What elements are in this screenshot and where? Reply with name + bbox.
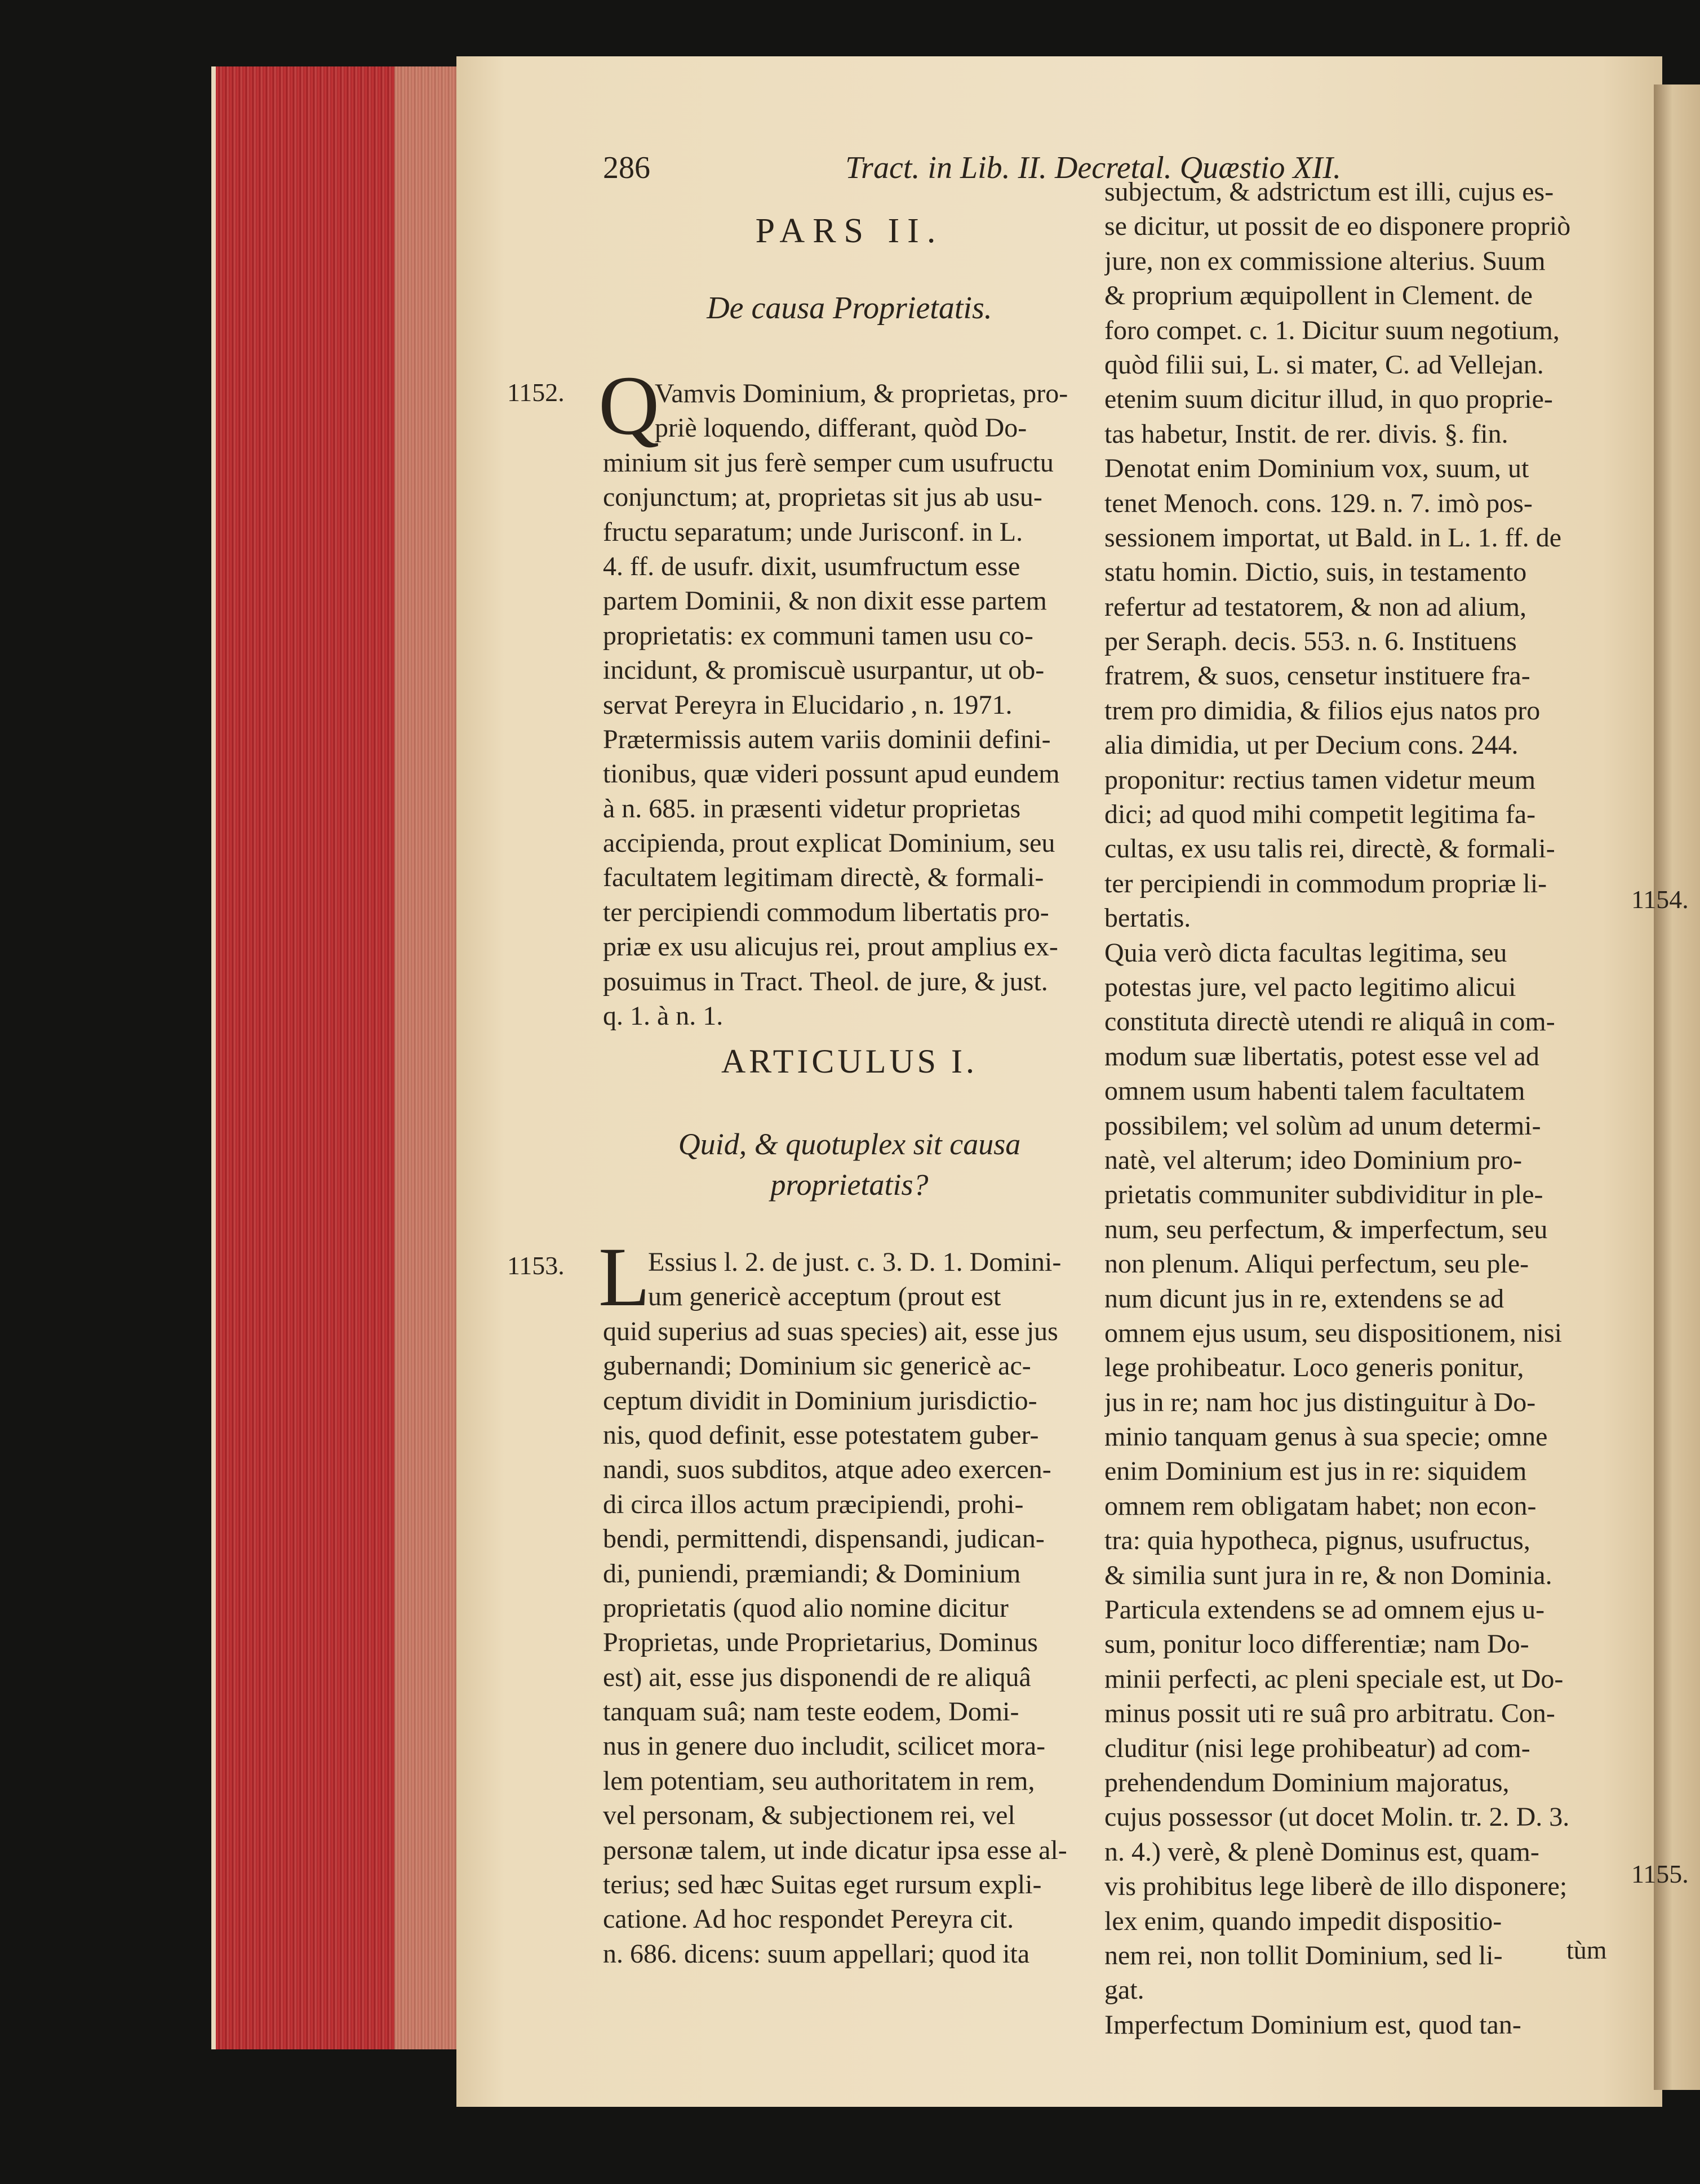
text-line: cultas, ex usu talis rei, directè, & formali- xyxy=(1104,834,1555,864)
catchword: tùm xyxy=(1566,1936,1607,1964)
text-line: & proprium æquipollent in Clement. de xyxy=(1104,281,1533,311)
text-line: minii perfecti, ac pleni speciale est, ut Do- xyxy=(1104,1663,1564,1694)
text-line: etenim suum dicitur illud, in quo proprie- xyxy=(1104,384,1553,415)
text-line: & similia sunt jura in re, & non Dominia. xyxy=(1104,1560,1552,1590)
facing-page-edge xyxy=(1654,84,1700,2090)
text-line: gat. xyxy=(1104,1975,1144,2005)
text-line: personæ talem, ut inde dicatur ipsa esse al- xyxy=(603,1835,1067,1865)
text-line: priæ ex usu alicujus rei, prout amplius ex- xyxy=(603,932,1058,962)
text-line: sessionem importat, ut Bald. in L. 1. ff. de xyxy=(1104,522,1562,553)
text-line: Imperfectum Dominium est, quod tan- xyxy=(1104,2009,1521,2040)
page-number: 286 xyxy=(603,150,650,185)
text-line: Vamvis Dominium, & proprietas, pro- xyxy=(655,379,1068,408)
text-line: num dicunt jus in re, extendens se ad xyxy=(1104,1283,1504,1314)
text-line: 4. ff. de usufr. dixit, usumfructum esse xyxy=(603,551,1020,581)
text-line: gubernandi; Dominium sic genericè ac- xyxy=(603,1351,1031,1381)
text-line: Particula extendens se ad omnem ejus u- xyxy=(1104,1595,1545,1625)
article-question: Quid, & quotuplex sit causa proprietatis? xyxy=(678,1127,1021,1202)
right-column-text xyxy=(1104,175,1612,2042)
text-line: non plenum. Aliqui perfectum, seu ple- xyxy=(1104,1249,1529,1279)
text-line: conjunctum; at, proprietas sit jus ab usu- xyxy=(603,482,1042,513)
text-line: jus in re; nam hoc jus distinguitur à Do- xyxy=(1104,1387,1536,1417)
text-line: facultatem legitimam directè, & formali- xyxy=(603,862,1044,893)
text-line: potestas jure, vel pacto legitimo alicui xyxy=(1104,972,1516,1002)
text-line: di, puniendi, præmiandi; & Dominium xyxy=(603,1558,1021,1589)
text-line: prietatis communiter subdividitur in ple- xyxy=(1104,1180,1543,1210)
left-column-paragraph-1 xyxy=(603,376,1096,1033)
running-title: Tract. in Lib. II. Decretal. Quæstio XII. xyxy=(845,150,1341,185)
text-line: tanquam suâ; nam teste eodem, Domi- xyxy=(603,1697,1019,1727)
text-line: Essius l. 2. de just. c. 3. D. 1. Domini- xyxy=(648,1247,1062,1277)
article-heading: ARTICULUS I. xyxy=(721,1043,978,1080)
text-line: omnem ejus usum, seu dispositionem, nisi xyxy=(1104,1318,1562,1348)
text-line: lem potentiam, seu authoritatem in rem, xyxy=(603,1765,1035,1796)
text-line: à n. 685. in præsenti videtur proprietas xyxy=(603,793,1021,824)
text-line: prehendendum Dominium majoratus, xyxy=(1104,1767,1510,1798)
text-line: nus in genere duo includit, scilicet mora- xyxy=(603,1731,1046,1762)
text-line: foro compet. c. 1. Dicitur suum negotium, xyxy=(1104,315,1560,345)
text-line: trem pro dimidia, & filios ejus natos pro xyxy=(1104,695,1541,726)
text-line: minium sit jus ferè semper cum usufructu xyxy=(603,447,1054,478)
text-line: minus possit uti re suâ pro arbitratu. Con- xyxy=(1104,1698,1555,1729)
text-line: proponitur: rectius tamen videtur meum xyxy=(1104,764,1536,795)
text-line: tra: quia hypotheca, pignus, usufructus, xyxy=(1104,1525,1530,1556)
text-line: ter percipiendi in commodum propriæ li- xyxy=(1104,868,1547,898)
text-line: ceptum dividit in Dominium jurisdictio- xyxy=(603,1385,1037,1416)
margin-number: 1153. xyxy=(507,1251,565,1280)
drop-cap-q: Q xyxy=(598,359,660,452)
text-line: n. 4.) verè, & plenè Dominus est, quam- xyxy=(1104,1836,1539,1867)
text-line: omnem rem obligatam habet; non econ- xyxy=(1104,1491,1537,1521)
margin-number: 1152. xyxy=(507,378,565,407)
text-line: bendi, permittendi, dispensandi, judican- xyxy=(603,1524,1045,1554)
text-line: nandi, suos subditos, atque adeo exercen- xyxy=(603,1454,1051,1485)
text-line: sum, ponitur loco differentiæ; nam Do- xyxy=(1104,1629,1529,1660)
text-line: nis, quod definit, esse potestatem guber- xyxy=(603,1420,1039,1450)
text-line: modum suæ libertatis, potest esse vel ad xyxy=(1104,1041,1539,1071)
text-line: nem rei, non tollit Dominium, sed li- xyxy=(1104,1940,1503,1971)
text-line: quòd filii sui, L. si mater, C. ad Vellejan. xyxy=(1104,349,1544,380)
text-line: lex enim, quando impedit dispositio- xyxy=(1104,1906,1502,1936)
text-line: constituta directè utendi re aliquâ in com- xyxy=(1104,1007,1555,1037)
text-line: priè loquendo, differant, quòd Do- xyxy=(655,413,1027,443)
text-line: fratrem, & suos, censetur instituere fra- xyxy=(1104,661,1530,691)
text-line: Denotat enim Dominium vox, suum, ut xyxy=(1104,453,1529,484)
text-line: natè, vel alterum; ideo Dominium pro- xyxy=(1104,1145,1523,1175)
text-line: alia dimidia, ut per Decium cons. 244. xyxy=(1104,730,1519,760)
text-line: n. 686. dicens: suum appellari; quod ita xyxy=(603,1938,1030,1969)
margin-number: 1155. xyxy=(1631,1860,1689,1888)
page-gutter-shadow xyxy=(394,66,456,2049)
text-line: est) ait, esse jus disponendi de re aliquâ xyxy=(603,1662,1031,1692)
text-line: per Seraph. decis. 553. n. 6. Instituens xyxy=(1104,626,1517,657)
text-line: enim Dominium est jus in re: siquidem xyxy=(1104,1456,1527,1487)
text-line: terius; sed hæc Suitas eget rursum expli- xyxy=(603,1870,1042,1900)
text-line: subjectum, & adstrictum est illi, cujus es- xyxy=(1104,177,1554,207)
text-line: num, seu perfectum, & imperfectum, seu xyxy=(1104,1214,1548,1244)
text-line: um genericè acceptum (prout est xyxy=(648,1282,1001,1312)
text-line: tionibus, quæ videri possunt apud eundem xyxy=(603,759,1060,789)
text-line: di circa illos actum præcipiendi, prohi- xyxy=(603,1489,1024,1519)
text-line: accipienda, prout explicat Dominium, seu xyxy=(603,828,1055,859)
text-line: q. 1. à n. 1. xyxy=(603,1001,724,1031)
text-line: possibilem; vel solùm ad unum determi- xyxy=(1104,1110,1541,1141)
text-line: Quia verò dicta facultas legitima, seu xyxy=(1104,937,1507,968)
text-line: tenet Menoch. cons. 129. n. 7. imò pos- xyxy=(1104,488,1533,518)
text-line: proprietatis (quod alio nomine dicitur xyxy=(603,1593,1009,1623)
left-column-paragraph-2 xyxy=(603,1245,1096,1971)
text-line: servat Pereyra in Elucidario , n. 1971. xyxy=(603,690,1013,720)
text-line: incidunt, & promiscuè usurpantur, ut ob- xyxy=(603,655,1045,686)
text-line: cluditur (nisi lege prohibeatur) ad com- xyxy=(1104,1733,1530,1763)
text-line: bertatis. xyxy=(1104,903,1191,933)
drop-cap-l: L xyxy=(598,1230,650,1324)
text-line: posuimus in Tract. Theol. de jure, & just. xyxy=(603,966,1048,997)
text-line: tas habetur, Instit. de rer. divis. §. fin. xyxy=(1104,419,1508,449)
text-line: se dicitur, ut possit de eo disponere propriò xyxy=(1104,211,1571,242)
text-line: ter percipiendi commodum libertatis pro- xyxy=(603,897,1049,927)
text-line: proprietatis: ex communi tamen usu co- xyxy=(603,620,1033,651)
text-line: cujus possessor (ut docet Molin. tr. 2. D. 3. xyxy=(1104,1802,1570,1832)
text-line: minio tanquam genus à sua specie; omne xyxy=(1104,1422,1548,1452)
section-subheading: De causa Proprietatis. xyxy=(707,291,992,326)
text-line: partem Dominii, & non dixit esse partem xyxy=(603,586,1047,616)
text-line: dici; ad quod mihi competit legitima fa- xyxy=(1104,799,1536,830)
text-line: lege prohibeatur. Loco generis ponitur, xyxy=(1104,1353,1524,1383)
section-heading-pars: PARS II. xyxy=(755,212,944,250)
text-line: Proprietas, unde Proprietarius, Dominus xyxy=(603,1627,1038,1658)
text-line: fructu separatum; unde Jurisconf. in L. xyxy=(603,517,1023,547)
text-line: statu homin. Dictio, suis, in testamento xyxy=(1104,557,1527,588)
text-line: Prætermissis autem variis dominii defini- xyxy=(603,724,1051,754)
text-line: quid superius ad suas species) ait, esse jus xyxy=(603,1316,1058,1346)
text-line: catione. Ad hoc respondet Pereyra cit. xyxy=(603,1904,1014,1934)
margin-number: 1154. xyxy=(1631,885,1689,914)
text-line: omnem usum habenti talem facultatem xyxy=(1104,1076,1525,1106)
text-line: refertur ad testatorem, & non ad alium, xyxy=(1104,591,1527,622)
text-line: vel personam, & subjectionem rei, vel xyxy=(603,1800,1015,1831)
text-line: vis prohibitus lege liberè de illo disponere; xyxy=(1104,1871,1568,1902)
text-line: jure, non ex commissione alterius. Suum xyxy=(1104,246,1546,276)
